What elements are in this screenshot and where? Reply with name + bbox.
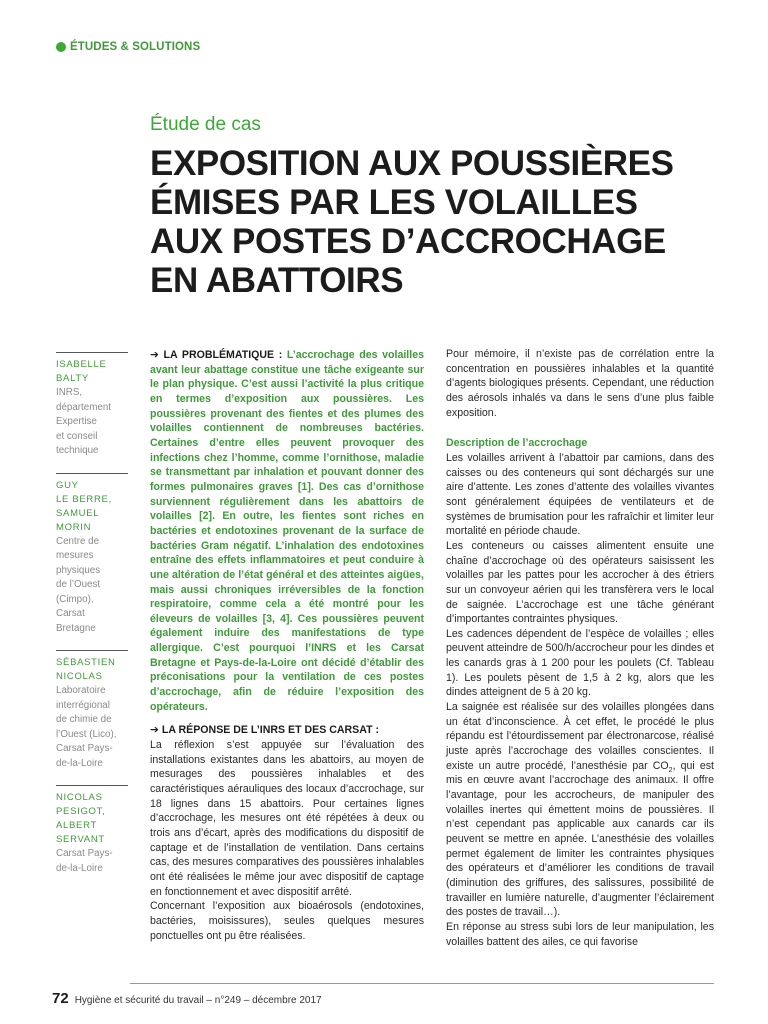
author-sidebar xyxy=(56,352,128,890)
author-block xyxy=(56,352,128,459)
author-name: GUY LE BERRE, SAMUEL MORIN xyxy=(56,479,112,533)
author-block xyxy=(56,473,128,637)
page-number: 72 xyxy=(52,990,69,1007)
author-affiliation: Carsat Pays- de-la-Loire xyxy=(56,848,113,874)
body-paragraph: Les conteneurs ou caisses alimentent ensuite une chaîne d’accrochage où des opérateurs saisissent les volailles par les pattes pour les accrocher à des étriers sur un convoyeur aérien qui les transfèrera vers le local de saignée. L’accrochage est une tâche générant d’importantes contraintes physiques. xyxy=(446,539,714,626)
kicker: Étude de cas xyxy=(150,114,261,135)
body-paragraph: Les volailles arrivent à l’abattoir par camions, dans des caisses ou des conteneurs qui sont déchargés sur une aire d’attente. Les zones d’attente des volailles vivantes sont généralement équipées de ventilateurs et de systèmes de brumisation pour les rafraîchir et limiter leur mortalité en période chaude. xyxy=(446,451,714,538)
body-paragraph: La réflexion s’est appuyée sur l’évaluation des installations existantes dans les abattoirs, au moyen de mesurages des poussières inhalables et des caractéristiques aérauliques des locaux d’accrochage, sur 18 lignes dans 15 abattoirs. Pour certaines lignes d’accrochage, les mesures ont été répétées à deux ou trois ans d’écart, après des modifications du dispositif de captage et de l’installation de ventilation. Dans certains cas, des mesures comparatives des poussières inhalables ont été réalisées le même jour avec dispositif de captage en fonctionnement et avec dispositif arrêté. xyxy=(150,739,424,898)
title-line: EN ABATTOIRS xyxy=(150,261,404,300)
author-block xyxy=(56,785,128,876)
footer-rule xyxy=(130,983,714,984)
section-tag xyxy=(56,41,200,53)
author-name: SÉBASTIEN NICOLAS xyxy=(56,657,116,682)
reponse-heading-line xyxy=(150,723,424,738)
problematique-heading: LA PROBLÉMATIQUE : xyxy=(163,349,283,361)
author-name: ISABELLE BALTY xyxy=(56,359,107,384)
author-block xyxy=(56,650,128,771)
body-paragraph: Les cadences dépendent de l’espèce de volailles ; elles peuvent atteindre de 500/h/accrocheur pour les dindes et les canards gras à 1 200 pour les poulets (Cf. Tableau 1). Les poulets pèsent de 1,5 à 2 kg, alors que les dindes atteignent de 5 à 20 kg. xyxy=(446,627,714,699)
page-footer xyxy=(52,990,322,1007)
author-affiliation: Centre de mesures physiques de l’Ouest (Cimpo), Carsat Bretagne xyxy=(56,535,101,634)
column-right xyxy=(446,347,714,949)
problematique-paragraph xyxy=(150,348,424,714)
body-paragraph: En réponse au stress subi lors de leur manipulation, les volailles battent des ailes, ce qui favorise xyxy=(446,920,714,948)
author-affiliation: Laboratoire interrégional de chimie de l’Ouest (Lico), Carsat Pays- de-la-Loire xyxy=(56,685,117,769)
title-line: AUX POSTES D’ACCROCHAGE xyxy=(150,222,666,261)
body-paragraph: Concernant l’exposition aux bioaérosols (endotoxines, bactéries, moisissures), seules quelques mesures ponctuelles ont pu être réalisées. xyxy=(150,900,424,942)
title-line: ÉMISES PAR LES VOLAILLES xyxy=(150,183,638,222)
title-line: EXPOSITION AUX POUSSIÈRES xyxy=(150,144,674,183)
reponse-heading: LA RÉPONSE DE L’INRS ET DES CARSAT : xyxy=(161,724,380,737)
column-left xyxy=(150,348,424,943)
article-title xyxy=(150,144,710,300)
memo-paragraph: Pour mémoire, il n’existe pas de corrélation entre la concentration en poussières inhalables et la quantité d’agents biologiques présents. Cependant, une réduction des aérosols inhalés va dans le sens d’une plus faible exposition. xyxy=(446,348,714,419)
arrow-right-icon: ➔ xyxy=(150,724,159,737)
saignee-paragraph: La saignée est réalisée sur des volailles plongées dans un état d’inconscience. À cet effet, le procédé le plus répandu est l’étourdissement par électronarcose, réalisé juste après l’accrochage des volailles conscientes. Il existe un autre procédé, l’anesthésie par $CO_2$, qui est mis en œuvre avant l’accrochage des animaux. Il offre l’avantage, pour les accrocheurs, de manipuler des volailles inertes qui émettent moins de poussières. Il n’est cependant pas applicable aux canards car ils peuvent se mettre en apnée. L’anesthésie des volailles permet également de limiter les contraintes physiques des opérateurs et d’améliorer les conditions de travail (diminution des griffures, des salissures, possibilité de travailler en lumière naturelle, d’augmenter l’éclairement des postes de travail…). xyxy=(446,701,714,919)
arrow-right-icon: ➔ xyxy=(150,349,159,361)
section-label: ÉTUDES & SOLUTIONS xyxy=(70,41,201,53)
author-name: NICOLAS PESIGOT, ALBERT SERVANT xyxy=(56,792,106,845)
problematique-text: L’accrochage des volailles avant leur abattage constitue une tâche exigeante sur le plan physique. C’est aussi l’activité la plus critique en termes d’exposition aux poussières. Les poussières provenant des fientes et des plumes des volailles contiennent de nombreuses bactéries. Certaines d’entre elles peuvent provoquer des infections chez l’homme, comme l’ornithose, maladie se transmettant par inhalation et pouvant donner des formes pulmonaires graves [1]. Des cas d’ornithose surviennent régulièrement dans les abattoirs de volailles [2]. En outre, les fientes sont riches en bactéries et endotoxines provenant de la surface de bactéries Gram négatif. L’inhalation des endotoxines entraîne des effets inflammatoires et peut conduire à une altération de l’état général et des atteintes aigües, mais aussi chroniques irréversibles de la fonction respiratoire, comme cela a été montré pour les éleveurs de volailles [3, 4]. Ces poussières peuvent également induire des manifestations de type allergique. C’est pourquoi l’INRS et les Carsat Bretagne et Pays-de-la-Loire ont décidé d’établir des préconisations pour la ventilation de ces postes d’accrochage, afin de réduire l’exposition des opérateurs. xyxy=(150,349,424,713)
journal-info: Hygiène et sécurité du travail – n°249 – décembre 2017 xyxy=(74,995,322,1006)
description-heading: Description de l’accrochage xyxy=(446,437,588,450)
author-affiliation: INRS, département Expertise et conseil technique xyxy=(56,387,112,456)
section-dot-icon xyxy=(56,42,66,52)
